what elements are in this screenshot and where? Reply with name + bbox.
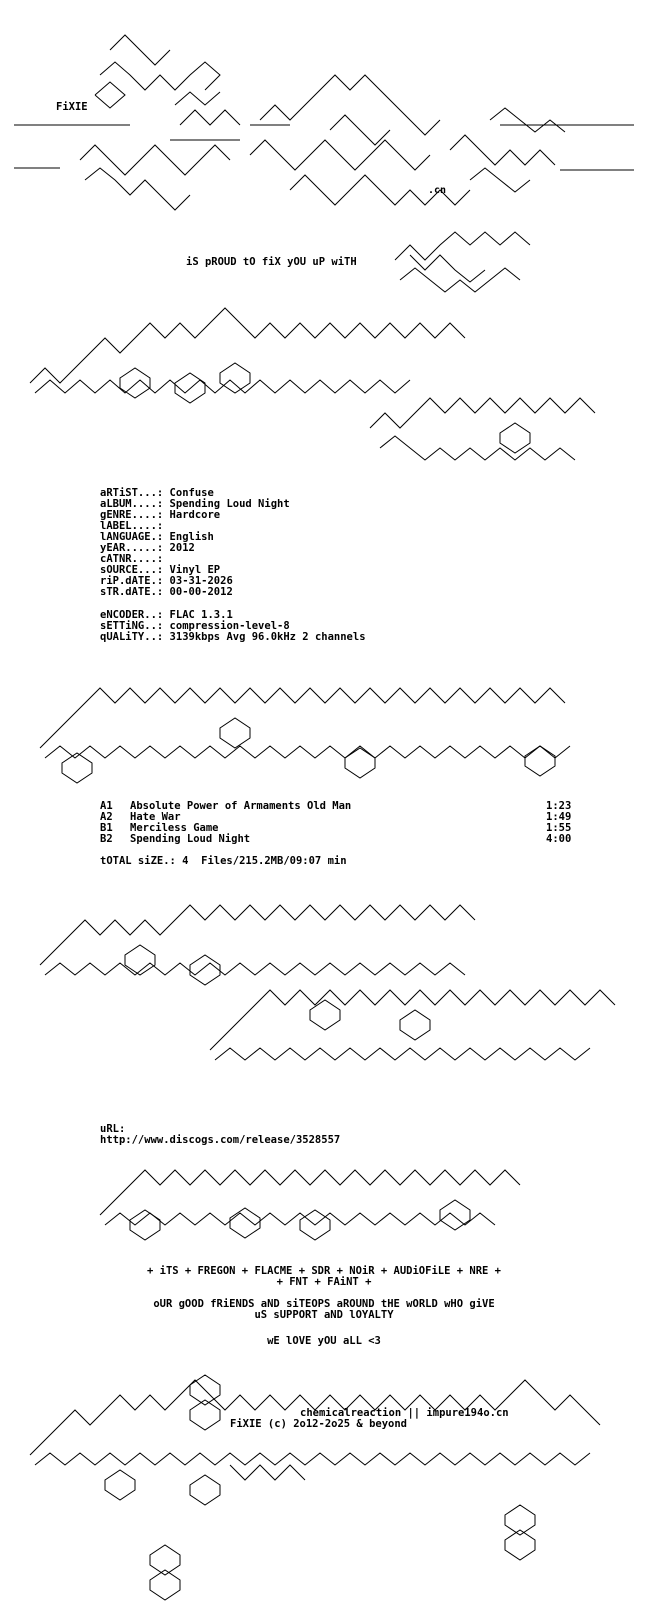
greetings-friends-line2: uS sUPPORT aND lOYALTY — [254, 1309, 394, 1321]
url-link[interactable]: http://www.discogs.com/release/3528557 — [100, 1134, 341, 1146]
footer-copyright: FiXIE (c) 2o12-2o25 & beyond — [230, 1418, 408, 1430]
greetings-groups-line1: + iTS + FREGON + FLACME + SDR + NOiR + AUDiOFiLE + NRE + — [146, 1265, 501, 1277]
url-label: uRL: — [100, 1123, 126, 1135]
info-str-date: sTR.dATE.: 00-00-2012 — [100, 586, 233, 598]
info-language: lANGUAGE.: English — [100, 531, 214, 543]
tagline: iS pROUD tO fiX yOU uP wiTH — [186, 256, 357, 268]
info-catnr: cATNR....: — [100, 553, 164, 565]
cn-tag: .cn — [428, 185, 447, 196]
track-row: A2 Hate War 1:49 — [100, 811, 572, 823]
info-year: yEAR.....: 2012 — [100, 542, 195, 554]
greetings-love: wE lOVE yOU aLL <3 — [267, 1335, 381, 1347]
tracklist-title-art — [0, 668, 648, 788]
release-notes-title-art — [0, 890, 648, 1090]
info-rip-date: riP.dATE.: 03-31-2026 — [100, 575, 233, 587]
info-label: lABEL....: — [100, 520, 164, 532]
footer-logo-art — [0, 1355, 648, 1615]
info-quality: qUALiTY..: 3139kbps Avg 96.0kHz 2 channels — [100, 631, 366, 643]
info-genre: gENRE....: Hardcore — [100, 509, 221, 521]
info-setting: sETTiNG..: compression-level-8 — [100, 620, 290, 632]
greetz-title-art — [0, 1150, 648, 1250]
greetings-groups-line2: + FNT + FAiNT + — [276, 1276, 372, 1288]
tagline-flourish-art — [0, 220, 648, 305]
greetings-friends-line1: oUR gOOD fRiENDS aND siTEOPS aROUND tHE wORLD wHO giVE — [153, 1298, 495, 1310]
info-source: sOURCE...: Vinyl EP — [100, 564, 221, 576]
track-row: B1 Merciless Game 1:55 — [100, 822, 572, 834]
info-encoder: eNCODER..: FLAC 1.3.1 — [100, 609, 233, 621]
footer-credits: chemicalreaction || impure194o.cn — [300, 1407, 509, 1419]
total-size: tOTAL siZE.: 4 Files/215.2MB/09:07 min — [100, 855, 347, 867]
fixie-logo-art — [0, 20, 648, 225]
info-artist: aRTiST...: Confuse — [100, 487, 214, 499]
release-title-art — [0, 298, 648, 483]
group-tag: FiXIE — [56, 101, 88, 113]
track-row: A1 Absolute Power of Armaments Old Man 1:23 — [100, 800, 572, 812]
info-album: aLBUM....: Spending Loud Night — [100, 498, 290, 510]
track-row: B2 Spending Loud Night 4:00 — [100, 833, 572, 845]
